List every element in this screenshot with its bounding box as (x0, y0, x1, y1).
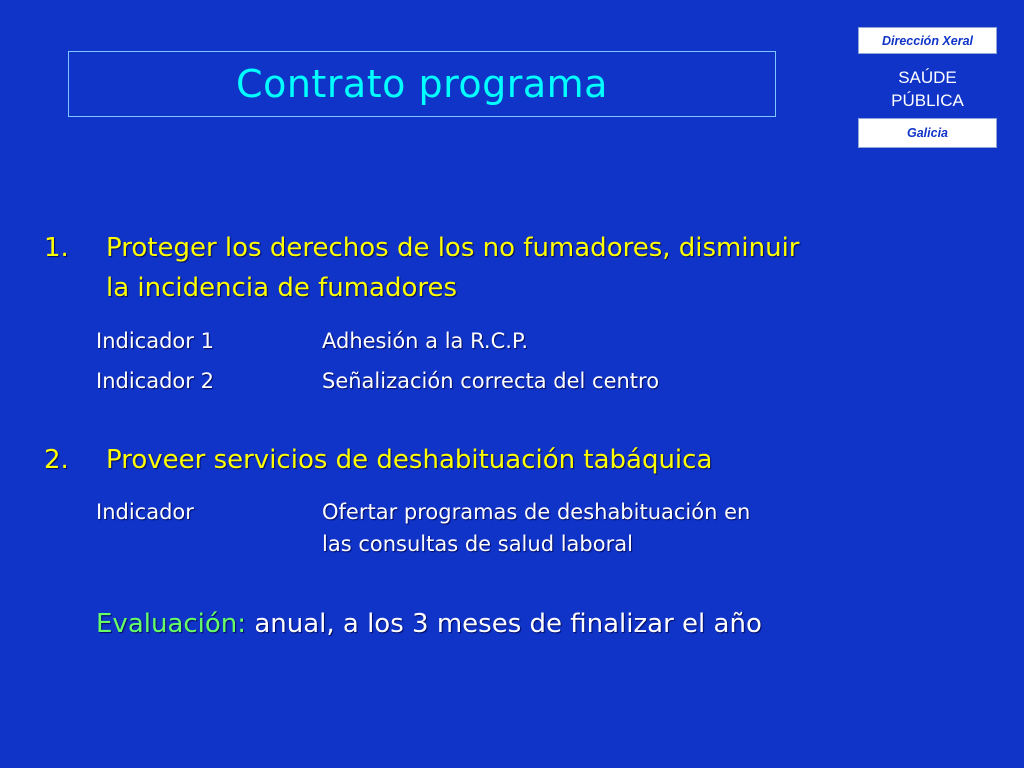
section-2-heading (44, 440, 1004, 480)
section-2-heading-line-1: Proveer servicios de deshabituación tabáquica (106, 445, 713, 475)
logo-bottom-label: Galicia (858, 118, 997, 148)
indicator-value: Señalización correcta del centro (322, 369, 660, 393)
logo-line-2: PÚBLICA (891, 91, 964, 110)
indicator-row (96, 325, 796, 357)
section-1-number: 1. (44, 233, 69, 263)
indicator-value-line-1: Ofertar programas de deshabituación en (322, 500, 751, 524)
evaluation-text: anual, a los 3 meses de finalizar el año (254, 609, 762, 639)
title-box (68, 51, 776, 117)
section-1-heading-line-2: la incidencia de fumadores (106, 273, 458, 303)
section-1-heading (44, 228, 1004, 308)
indicator-label: Indicador (96, 500, 194, 524)
section-1-heading-line-1: Proteger los derechos de los no fumadores, disminuir (106, 233, 800, 263)
section-2-number: 2. (44, 445, 69, 475)
logo-text (858, 66, 997, 112)
indicator-label: Indicador 2 (96, 369, 214, 393)
logo-top-label: Dirección Xeral (858, 27, 997, 54)
evaluation-line (96, 604, 762, 644)
indicator-value-line-2: las consultas de salud laboral (322, 532, 633, 556)
slide-title: Contrato programa (236, 62, 608, 106)
indicator-label: Indicador 1 (96, 329, 214, 353)
indicator-row (96, 496, 896, 562)
logo-line-1: SAÚDE (898, 68, 957, 87)
evaluation-label: Evaluación: (96, 609, 247, 639)
indicator-value: Adhesión a la R.C.P. (322, 329, 529, 353)
indicator-row (96, 365, 796, 397)
